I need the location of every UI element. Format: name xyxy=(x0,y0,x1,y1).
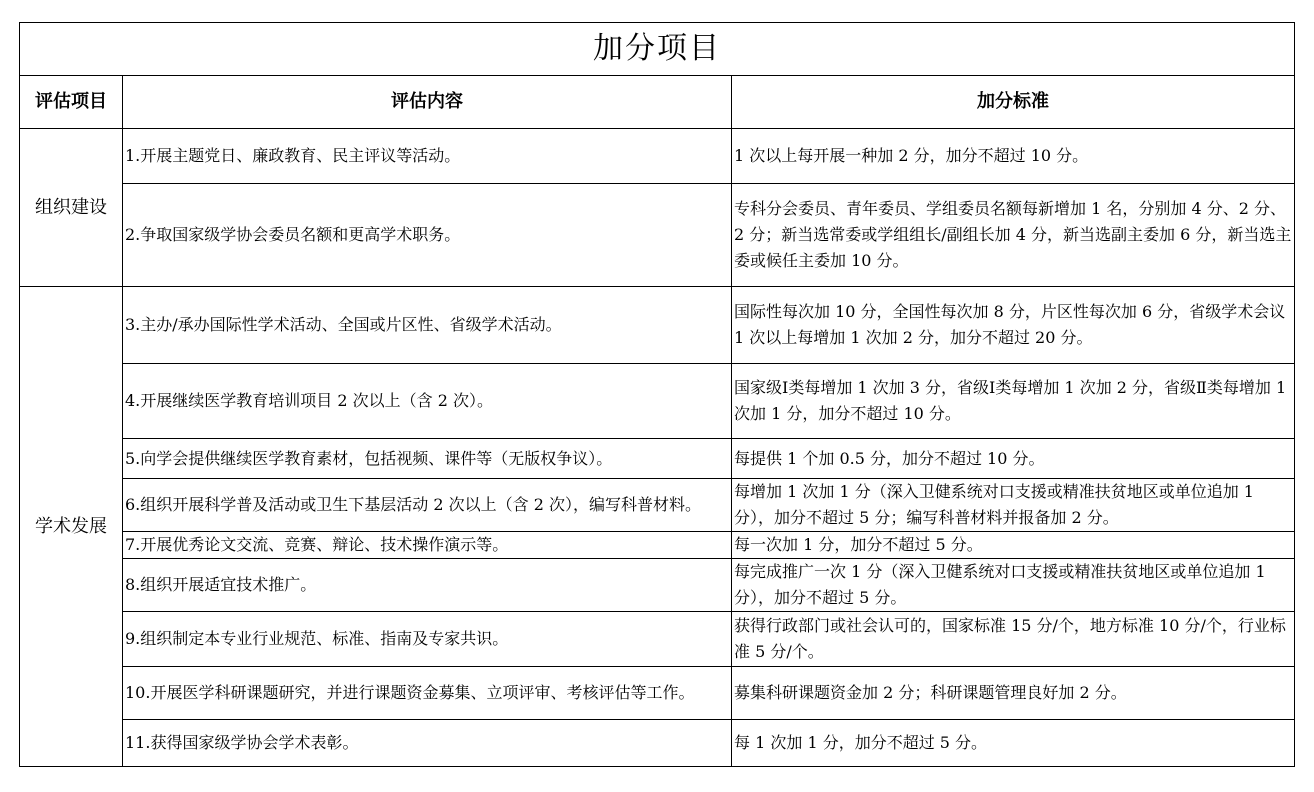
item-content: 1.开展主题党日、廉政教育、民主评议等活动。 xyxy=(123,129,732,184)
header-standard: 加分标准 xyxy=(732,76,1295,129)
item-standard: 募集科研课题资金加 2 分；科研课题管理良好加 2 分。 xyxy=(732,667,1295,720)
item-standard: 获得行政部门或社会认可的，国家标准 15 分/个，地方标准 10 分/个，行业标准 5 分/个。 xyxy=(732,612,1295,667)
item-standard: 每一次加 1 分，加分不超过 5 分。 xyxy=(732,532,1295,559)
table-row xyxy=(20,612,1295,667)
header-category: 评估项目 xyxy=(20,76,123,129)
item-standard: 每 1 次加 1 分，加分不超过 5 分。 xyxy=(732,720,1295,767)
table-row xyxy=(20,287,1295,364)
title-row xyxy=(20,23,1295,76)
item-standard: 每提供 1 个加 0.5 分，加分不超过 10 分。 xyxy=(732,439,1295,479)
item-content: 2.争取国家级学协会委员名额和更高学术职务。 xyxy=(123,184,732,287)
item-content: 8.组织开展适宜技术推广。 xyxy=(123,559,732,612)
table-row xyxy=(20,439,1295,479)
item-standard: 1 次以上每开展一种加 2 分，加分不超过 10 分。 xyxy=(732,129,1295,184)
item-content: 5.向学会提供继续医学教育素材，包括视频、课件等（无版权争议）。 xyxy=(123,439,732,479)
table-row xyxy=(20,479,1295,532)
table-row xyxy=(20,559,1295,612)
table-row xyxy=(20,129,1295,184)
table-row xyxy=(20,184,1295,287)
item-content: 3.主办/承办国际性学术活动、全国或片区性、省级学术活动。 xyxy=(123,287,732,364)
category-organization: 组织建设 xyxy=(20,129,123,287)
table-row xyxy=(20,720,1295,767)
table-row xyxy=(20,667,1295,720)
item-content: 11.获得国家级学协会学术表彰。 xyxy=(123,720,732,767)
item-content: 7.开展优秀论文交流、竞赛、辩论、技术操作演示等。 xyxy=(123,532,732,559)
header-content: 评估内容 xyxy=(123,76,732,129)
item-content: 4.开展继续医学教育培训项目 2 次以上（含 2 次）。 xyxy=(123,364,732,439)
bonus-points-table xyxy=(19,22,1295,767)
item-content: 9.组织制定本专业行业规范、标准、指南及专家共识。 xyxy=(123,612,732,667)
item-standard: 专科分会委员、青年委员、学组委员名额每新增加 1 名，分别加 4 分、2 分、2 分；新当选常委或学组组长/副组长加 4 分，新当选副主委加 6 分，新当选主委或候任主委加 10 分。 xyxy=(732,184,1295,287)
table-title: 加分项目 xyxy=(20,23,1295,76)
header-row xyxy=(20,76,1295,129)
item-content: 6.组织开展科学普及活动或卫生下基层活动 2 次以上（含 2 次），编写科普材料。 xyxy=(123,479,732,532)
item-content: 10.开展医学科研课题研究，并进行课题资金募集、立项评审、考核评估等工作。 xyxy=(123,667,732,720)
table-row xyxy=(20,364,1295,439)
item-standard: 每增加 1 次加 1 分（深入卫健系统对口支援或精准扶贫地区或单位追加 1 分），加分不超过 5 分；编写科普材料并报备加 2 分。 xyxy=(732,479,1295,532)
item-standard: 每完成推广一次 1 分（深入卫健系统对口支援或精准扶贫地区或单位追加 1 分），加分不超过 5 分。 xyxy=(732,559,1295,612)
item-standard: 国际性每次加 10 分，全国性每次加 8 分，片区性每次加 6 分，省级学术会议 1 次以上每增加 1 次加 2 分，加分不超过 20 分。 xyxy=(732,287,1295,364)
category-academic: 学术发展 xyxy=(20,287,123,767)
table-row xyxy=(20,532,1295,559)
item-standard: 国家级Ⅰ类每增加 1 次加 3 分，省级Ⅰ类每增加 1 次加 2 分，省级Ⅱ类每增加 1 次加 1 分，加分不超过 10 分。 xyxy=(732,364,1295,439)
